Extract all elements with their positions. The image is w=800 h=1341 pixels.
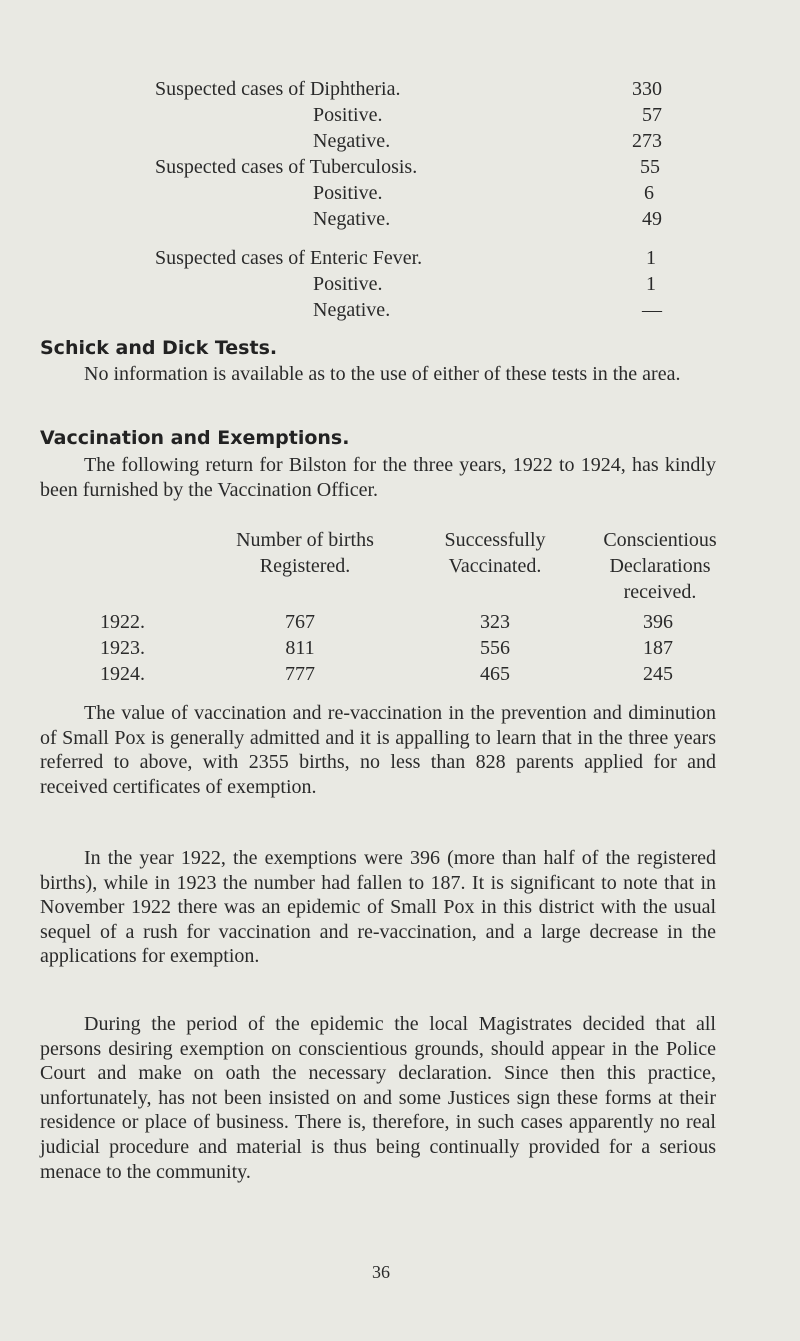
lab-result-value: 6 [644, 182, 654, 204]
lab-result-value: 1 [646, 247, 656, 269]
lab-result-label: Positive. [313, 273, 383, 295]
paragraph-text: The value of vaccination and re-vaccination in the prevention and diminution of Small Pox is generally admitted and it is appalling to learn that in the three years referred to above, with 2355 births, no less than 828 parents applied for and received certificates of exemption. [40, 702, 716, 798]
lab-result-label: Positive. [313, 104, 383, 126]
lab-result-label: Suspected cases of Diphtheria. [155, 78, 401, 100]
table-header-vaccinated-line2: Vaccinated. [448, 555, 542, 577]
table-cell-vaccinated: 323 [480, 611, 510, 633]
lab-result-label: Negative. [313, 299, 391, 321]
page-number: 36 [372, 1262, 390, 1282]
lab-result-label: Suspected cases of Enteric Fever. [155, 247, 423, 269]
lab-result-label: Negative. [313, 208, 391, 230]
schick-paragraph [40, 362, 716, 387]
body-paragraph-2 [40, 846, 716, 969]
body-paragraph-1 [40, 701, 716, 799]
lab-result-value: 57 [642, 104, 662, 126]
table-cell-vaccinated: 465 [480, 663, 510, 685]
vaccination-intro [40, 453, 716, 502]
table-cell-year: 1924. [100, 663, 145, 685]
table-cell-year: 1922. [100, 611, 145, 633]
section-heading-vaccination: Vaccination and Exemptions. [40, 427, 350, 449]
lab-result-value: 55 [640, 156, 660, 178]
table-header-declarations-line2: Declarations [609, 555, 711, 577]
table-header-declarations-line1: Conscientious [603, 529, 717, 551]
table-header-births-line1: Number of births [236, 529, 374, 551]
lab-result-value: — [642, 299, 662, 321]
section-heading-schick: Schick and Dick Tests. [40, 337, 278, 359]
lab-result-value: 330 [632, 78, 662, 100]
table-header-declarations-line3: received. [623, 581, 697, 603]
table-header-births-line2: Registered. [259, 555, 351, 577]
table-cell-births: 777 [285, 663, 315, 685]
lab-result-label: Positive. [313, 182, 383, 204]
table-cell-declarations: 245 [643, 663, 673, 685]
lab-result-label: Suspected cases of Tuberculosis. [155, 156, 418, 178]
lab-result-label: Negative. [313, 130, 391, 152]
table-cell-births: 811 [285, 637, 315, 659]
schick-text: No information is available as to the use of either of these tests in the area. [84, 363, 681, 385]
table-cell-year: 1923. [100, 637, 145, 659]
paragraph-text: In the year 1922, the exemptions were 396 (more than half of the registered births), while in 1923 the number had fallen to 187. It is significant to note that in November 1922 there was an epidemic of Small Pox in this district with the usual sequel of a rush for vaccination and re-vaccination, and a large decrease in the applications for exemption. [40, 847, 716, 968]
table-cell-births: 767 [285, 611, 315, 633]
table-cell-vaccinated: 556 [480, 637, 510, 659]
vaccination-intro-text: The following return for Bilston for the three years, 1922 to 1924, has kindly been furnished by the Vaccination Officer. [40, 454, 716, 501]
paragraph-text: During the period of the epidemic the local Magistrates decided that all persons desiring exemption on conscientious grounds, should appear in the Police Court and make on oath the necessary declaration. Since then this practice, unfortunately, has not been insisted on and some Justices sign these forms at their residence or place of business. There is, therefore, in such cases apparently no real judicial procedure and material is thus being continually provided for a serious menace to the community. [40, 1013, 716, 1183]
lab-result-value: 49 [642, 208, 662, 230]
lab-result-value: 273 [632, 130, 662, 152]
table-header-vaccinated-line1: Successfully [444, 529, 546, 551]
body-paragraph-3 [40, 1012, 716, 1184]
table-cell-declarations: 187 [643, 637, 673, 659]
table-cell-declarations: 396 [643, 611, 673, 633]
lab-result-value: 1 [646, 273, 656, 295]
